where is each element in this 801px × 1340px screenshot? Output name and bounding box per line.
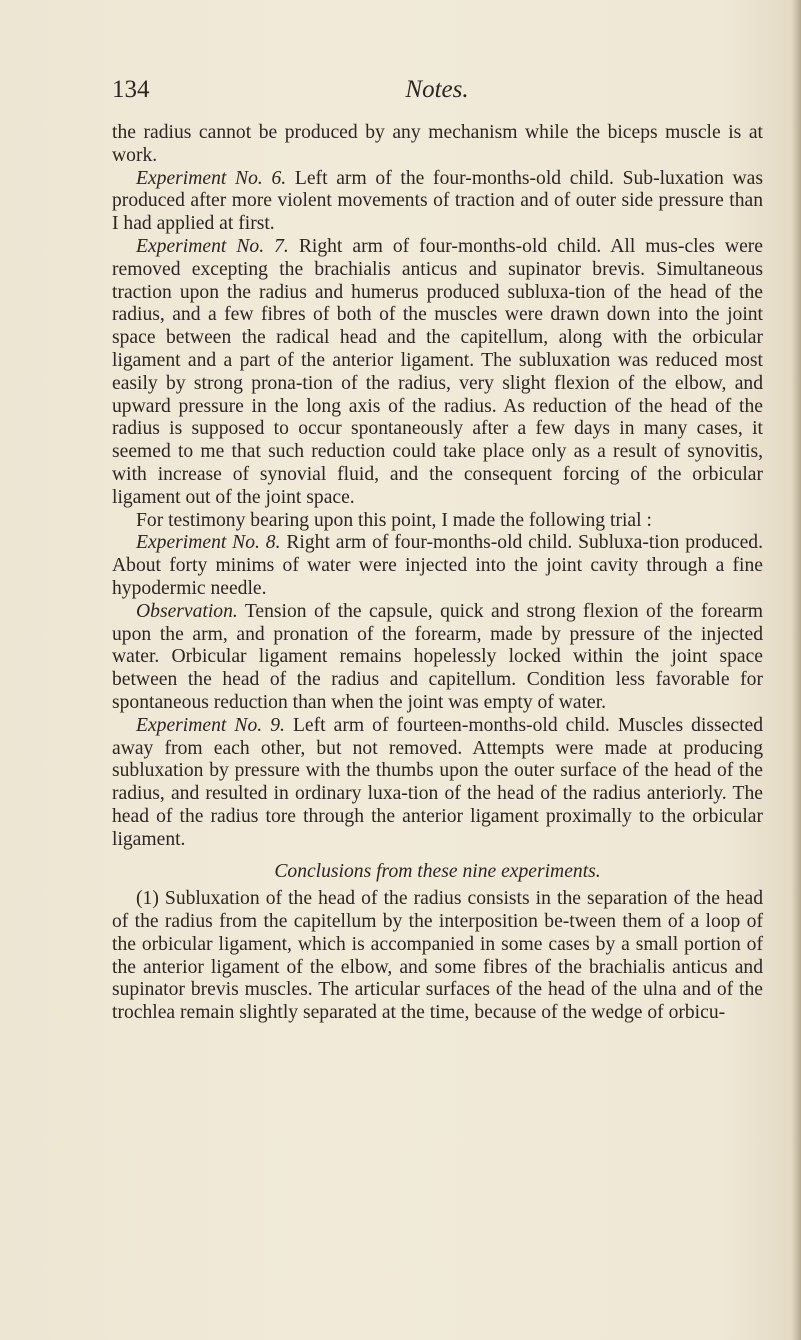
running-head: Notes.	[405, 76, 469, 103]
testimony-paragraph: For testimony bearing upon this point, I made the following trial :	[136, 509, 652, 531]
page-header	[112, 76, 762, 110]
experiment-9-text: Left arm of fourteen-months-old child. Muscles dissected away from each other, but not removed. Attempts were made at producing subluxation by pressure with the thumbs upon the outer surface of the head of the radius, and resulted in ordinary luxa-tion of the head of the radius anteriorly. The head of the radius tore through the anterior ligament proximally to the orbicular ligament.	[112, 714, 764, 850]
body-text	[112, 122, 763, 1025]
experiment-8-text: Right arm of four-months-old child. Subluxa-tion produced. About forty minims of water were injected into the joint cavity through a fine hypodermic needle.	[112, 532, 763, 599]
experiment-6-label: Experiment No. 6.	[136, 167, 287, 189]
experiment-8-paragraph	[112, 532, 763, 600]
experiment-9-paragraph	[112, 715, 763, 852]
experiment-7-paragraph	[112, 236, 763, 510]
observation-paragraph	[112, 601, 763, 715]
conclusions-heading: Conclusions from these nine experiments.	[274, 860, 601, 882]
experiment-8-label: Experiment No. 8.	[136, 532, 281, 554]
experiment-6-paragraph	[112, 168, 763, 236]
observation-label: Observation.	[136, 600, 238, 622]
experiment-9-label: Experiment No. 9.	[136, 714, 285, 736]
experiment-7-text: Right arm of four-months-old child. All mus-cles were removed excepting the brachialis anticus and supinator brevis. Simultaneous traction upon the radius and humerus produced subluxa-tion of the head of the radius, and a few fibres of both of the muscles were drawn down into the joint space between the radical head and the capitellum, along with the orbicular ligament and a part of the anterior ligament. The subluxation was reduced most easily by strong prona-tion of the radius, very slight flexion of the elbow, and upward pressure in the long axis of the radius. As reduction of the head of the radius is supposed to occur spontaneously after a few days in many cases, it seemed to me that such reduction could take place only as a result of synovitis, with increase of synovial fluid, and the consequent forcing of the orbicular ligament out of the joint space.	[112, 235, 763, 508]
page-number: 134	[112, 76, 150, 103]
experiment-6-text: Left arm of the four-months-old child. Sub-luxation was produced after more violent movements of traction and of outer side pressure than I had applied at first.	[112, 167, 763, 235]
continuation-paragraph: the radius cannot be produced by any mechanism while the biceps muscle is at work.	[112, 122, 763, 166]
page-edge	[791, 0, 801, 1340]
experiment-7-label: Experiment No. 7.	[136, 235, 289, 257]
observation-text: Tension of the capsule, quick and strong flexion of the forearm upon the arm, and pronation of the forearm, made by pressure of the injected water. Orbicular ligament remains hopelessly locked within the joint space between the head of the radius and capitellum. Condition less favorable for spontaneous reduction than when the joint was empty of water.	[112, 600, 763, 713]
conclusion-1-paragraph: (1) Subluxation of the head of the radius consists in the separation of the head of the radius from the capitellum by the interposition be-tween them of a loop of the orbicular ligament, which is accompanied in some cases by a small portion of the anterior ligament of the elbow, and some fibres of the brachialis anticus and supinator brevis muscles. The articular surfaces of the head of the ulna and of the trochlea remain slightly separated at the time, because of the wedge of orbicu-	[112, 888, 763, 1024]
